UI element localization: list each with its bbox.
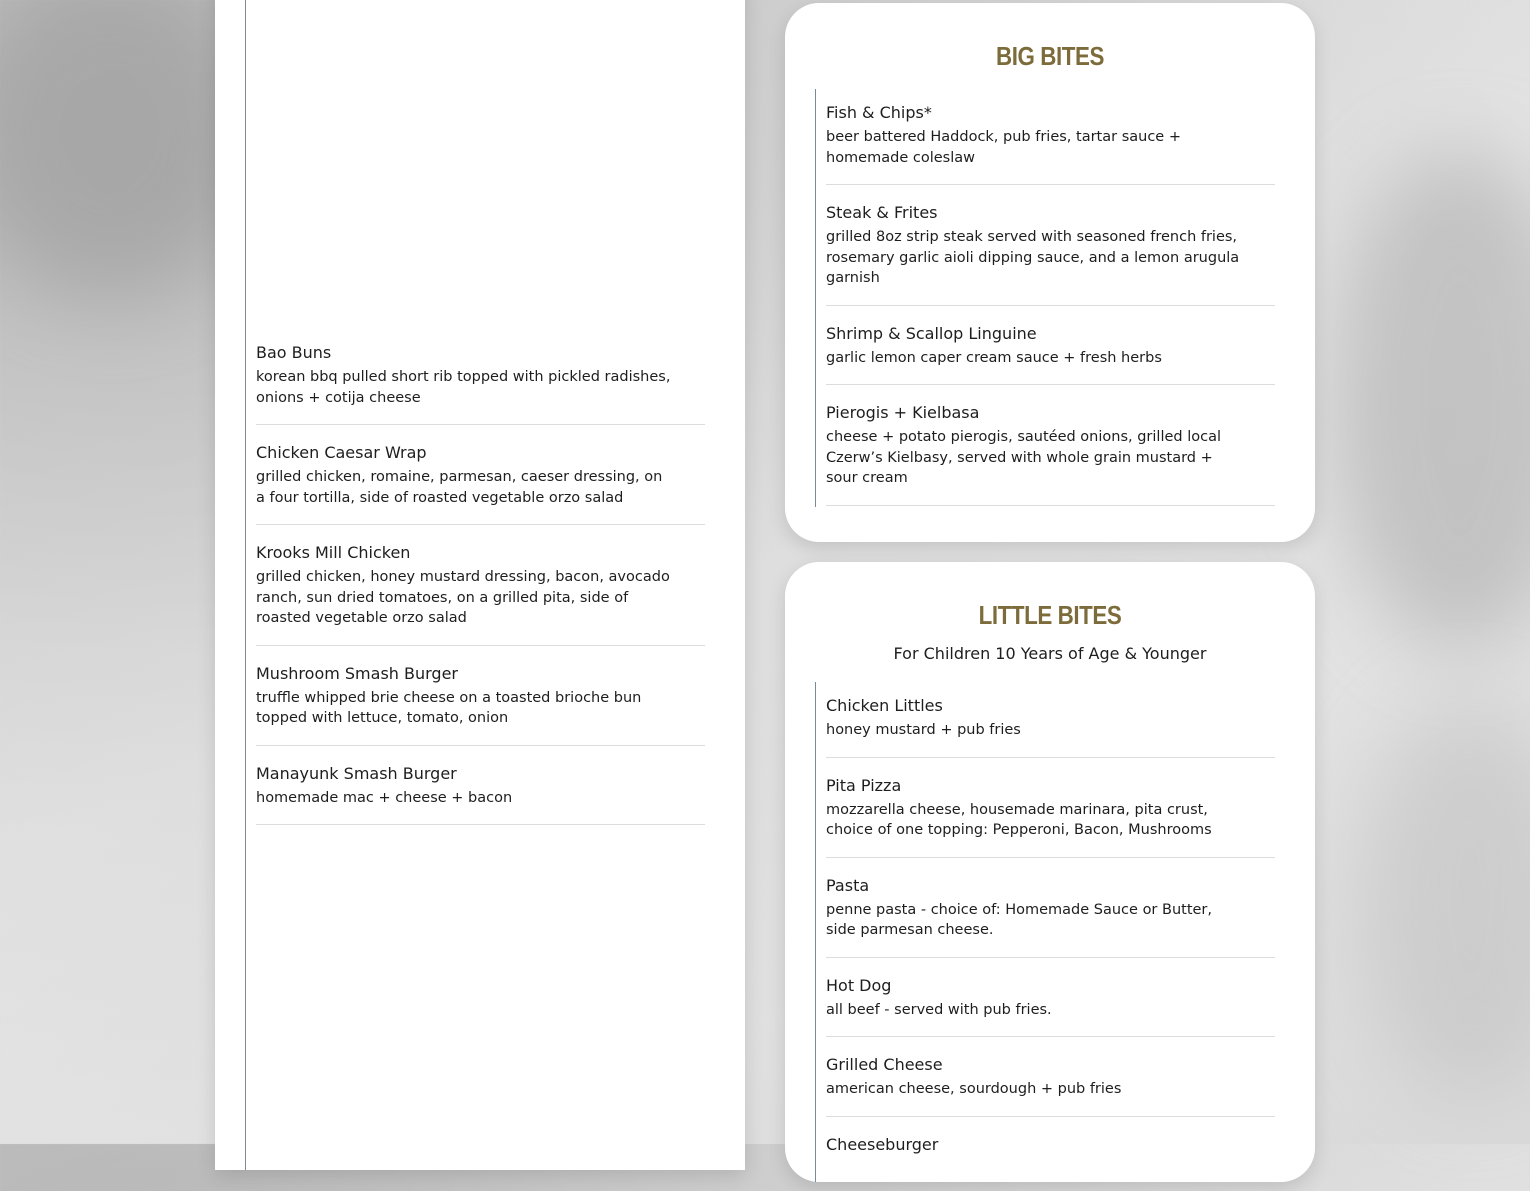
menu-item (826, 874, 1275, 958)
little-bites-subtitle: For Children 10 Years of Age & Younger (893, 644, 1207, 663)
little-bites-title: LITTLE BITES (978, 600, 1122, 630)
menu-item-desc: honey mustard + pub fries (826, 722, 1021, 738)
menu-item-desc: beer battered Haddock, pub fries, tartar sauce + homemade coleslaw (826, 129, 1181, 166)
menu-item-name: Grilled Cheese (826, 1055, 943, 1074)
big-bites-vertical-rule (815, 89, 816, 507)
menu-item-desc: grilled chicken, romaine, parmesan, caeser dressing, on a four tortilla, side of roasted vegetable orzo salad (256, 469, 663, 506)
menu-item-desc: penne pasta - choice of: Homemade Sauce or Butter, side parmesan cheese. (826, 901, 1213, 938)
menu-item-desc: korean bbq pulled short rib topped with pickled radishes, onions + cotija cheese (256, 369, 671, 406)
menu-item-name: Hot Dog (826, 975, 892, 995)
little-bites-list (826, 694, 1275, 1191)
background-blob (1360, 700, 1530, 1100)
menu-item (826, 694, 1275, 758)
menu-item-name: Manayunk Smash Burger (256, 763, 457, 783)
menu-item-desc: garlic lemon caper cream sauce + fresh herbs (826, 349, 1162, 366)
left-menu-card (215, 0, 745, 1170)
menu-item (826, 974, 1275, 1038)
menu-item-desc: truffle whipped brie cheese on a toasted brioche bun topped with lettuce, tomato, onion (256, 689, 642, 726)
menu-item-name: Chicken Caesar Wrap (256, 443, 427, 462)
menu-item-name: Chicken Littles (826, 696, 943, 715)
menu-item (826, 1133, 1275, 1175)
left-menu-list (256, 341, 705, 841)
menu-item-desc: grilled chicken, honey mustard dressing, bacon, avocado ranch, sun dried tomatoes, on a grilled pita, side of roasted vegetable orzo salad (256, 569, 670, 626)
menu-item-name: Cheeseburger (826, 1134, 939, 1154)
menu-item-name: Steak & Frites (826, 203, 938, 222)
menu-item-name: Shrimp & Scallop Linguine (826, 323, 1037, 343)
menu-item (256, 762, 705, 826)
menu-item-desc: mozzarella cheese, housemade marinara, pita crust, choice of one topping: Pepperoni, Bacon, Mushrooms (826, 801, 1212, 838)
menu-item-name: Krooks Mill Chicken (256, 543, 411, 562)
menu-item-desc: grilled 8oz strip steak served with seasoned french fries, rosemary garlic aioli dipping sauce, and a lemon arugula garnish (826, 229, 1240, 286)
background-blob (1330, 150, 1530, 650)
menu-item-name: Pasta (826, 875, 870, 895)
menu-item-name: Bao Buns (256, 343, 332, 362)
menu-item-desc: homemade mac + cheese + bacon (256, 789, 513, 806)
menu-item (256, 662, 705, 746)
menu-item-desc: american cheese, sourdough + pub fries (826, 1081, 1122, 1097)
menu-item (826, 101, 1275, 185)
menu-item-name: Pita Pizza (826, 775, 902, 795)
little-bites-vertical-rule (815, 682, 816, 1182)
left-vertical-rule (245, 0, 246, 1170)
menu-item (256, 441, 705, 525)
menu-item-name: Mushroom Smash Burger (256, 663, 458, 683)
menu-item-desc: cheese + potato pierogis, sautéed onions, grilled local Czerw’s Kielbasy, served with whole grain mustard + sour cream (826, 429, 1221, 486)
menu-item (256, 541, 705, 646)
menu-item-desc: all beef - served with pub fries. (826, 1001, 1052, 1018)
menu-item (826, 322, 1275, 386)
menu-item (256, 341, 705, 425)
big-bites-list (826, 101, 1275, 522)
little-bites-card (785, 562, 1315, 1182)
menu-item-name: Pierogis + Kielbasa (826, 403, 980, 422)
menu-item (826, 1053, 1275, 1117)
menu-item (826, 201, 1275, 306)
menu-item-name: Fish & Chips* (826, 103, 932, 122)
big-bites-card (785, 3, 1315, 542)
menu-item (826, 401, 1275, 506)
menu-item (826, 774, 1275, 858)
big-bites-title: BIG BITES (996, 41, 1104, 71)
